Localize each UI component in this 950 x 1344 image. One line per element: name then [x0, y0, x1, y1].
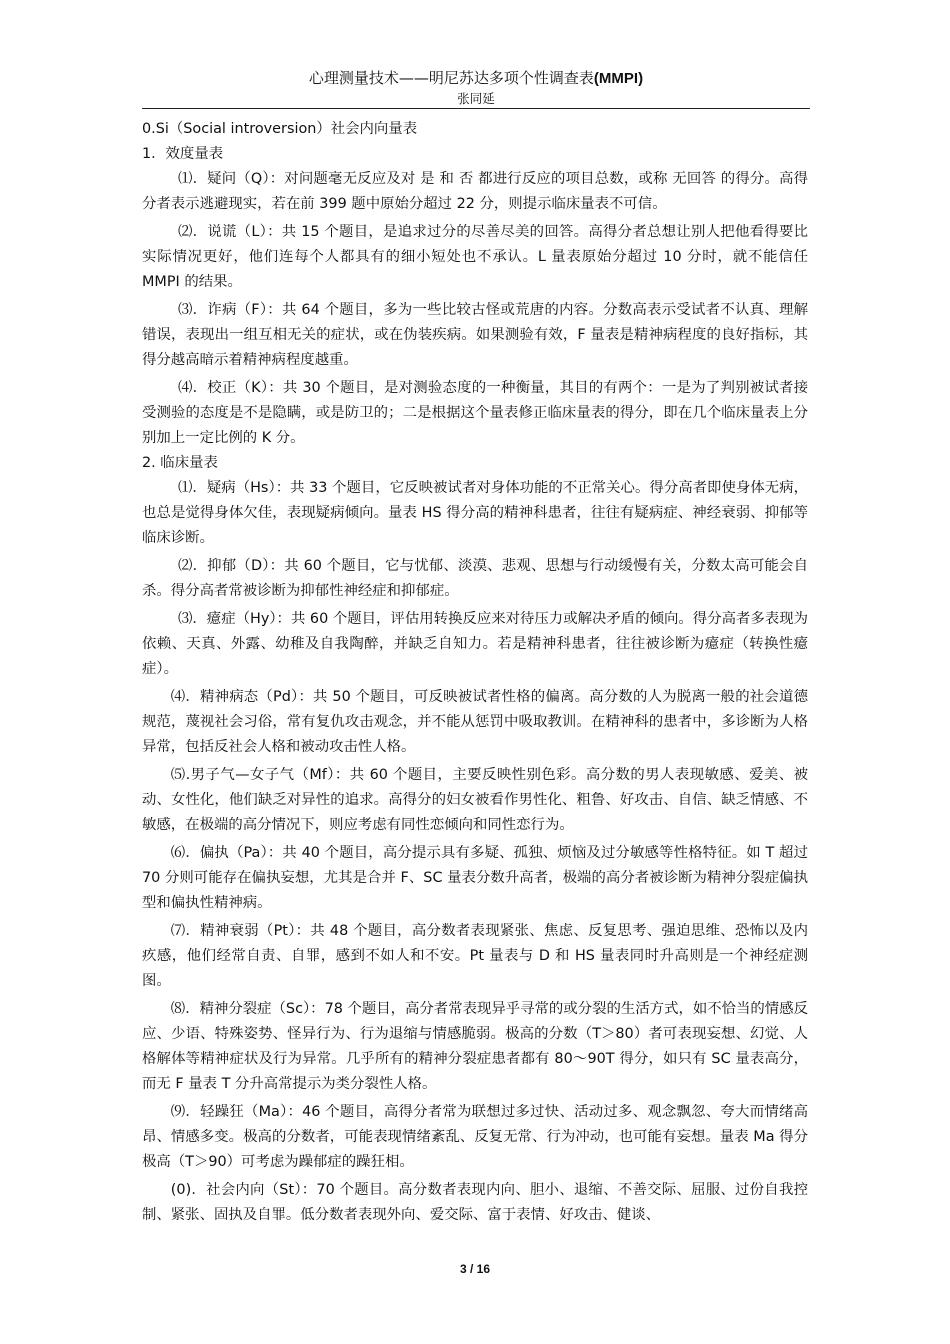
paragraph-f: ⑶．诈病（F）：共 64 个题目，多为一些比较古怪或荒唐的内容。分数高表示受试者不认真、理解错误，表现出一组互相无关的症状，或在伪装疾病。如果测验有效，F 量表是精神病程度的良好指标，其得分越高暗示着精神病程度越重。	[142, 302, 808, 368]
paragraph-pd: ⑷．精神病态（Pd）：共 50 个题目，可反映被试者性格的偏离。高分数的人为脱离一般的社会道德规范，蔑视社会习俗，常有复仇攻击观念，并不能从惩罚中吸取教训。在精神科的患者中，多诊断为人格异常，包括反社会人格和被动攻击性人格。	[142, 689, 808, 755]
paragraph-sc: ⑻．精神分裂症（Sc）：78 个题目，高分者常表现异乎寻常的或分裂的生活方式，如不恰当的情感反应、少语、特殊姿势、怪异行为、行为退缩与情感脆弱。极高的分数（T＞80）者可表现妄想、幻觉、人格解体等精神症状及行为异常。几乎所有的精神分裂症患者都有 80～90T 得分，如只有 SC 量表高分，而无 F 量表 T 分升高常提示为类分裂性人格。	[142, 1001, 808, 1092]
paragraph-d: ⑵．抑郁（D）：共 60 个题目，它与忧郁、淡漠、悲观、思想与行动缓慢有关，分数太高可能会自杀。得分高者常被诊断为抑郁性神经症和抑郁症。	[142, 558, 808, 599]
paragraph-pa: ⑹．偏执（Pa）：共 40 个题目，高分提示具有多疑、孤独、烦恼及过分敏感等性格特征。如 T 超过 70 分则可能存在偏执妄想，尤其是合并 F、SC 量表分数升高者，极端的高分者被诊断为精神分裂症偏执型和偏执性精神病。	[142, 845, 808, 911]
page-header	[142, 68, 810, 108]
header-rule	[142, 108, 810, 109]
paragraph-l: ⑵．说谎（L）：共 15 个题目，是追求过分的尽善尽美的回答。高得分者总想让别人把他看得要比实际情况更好，他们连每个人都具有的细小短处也不承认。L 量表原始分超过 10 分时，就不能信任 MMPI 的结果。	[142, 224, 808, 290]
document-title-abbr: (MMPI)	[593, 70, 644, 87]
section-heading-clinical: 2. 临床量表	[142, 455, 218, 471]
paragraph-pt: ⑺．精神衰弱（Pt）：共 48 个题目，高分数者表现紧张、焦虑、反复思考、强迫思维、恐怖以及内疚感，他们经常自责、自罪，感到不如人和不安。Pt 量表与 D 和 HS 量表同时升高则是一个神经症测图。	[142, 923, 808, 989]
document-title-main: 心理测量技术——明尼苏达多项个性调查表	[308, 69, 594, 87]
paragraph-hs: ⑴．疑病（Hs）：共 33 个题目，它反映被试者对身体功能的不正常关心。得分高者即使身体无病，也总是觉得身体欠佳，表现疑病倾向。量表 HS 得分高的精神科患者，往往有疑病症、神经衰弱、抑郁等临床诊断。	[142, 480, 808, 546]
document-body	[142, 117, 808, 1228]
page-number: 3 / 16	[459, 1262, 491, 1276]
paragraph-q: ⑴．疑问（Q）：对问题毫无反应及对 是 和 否 都进行反应的项目总数，或称 无回答 的得分。高得分者表示逃避现实，若在前 399 题中原始分超过 22 分，则提示临床量表不可信。	[142, 171, 808, 212]
section-heading-si: 0.Si（Social introversion）社会内向量表	[142, 121, 418, 137]
paragraph-mf: ⑸.男子气—女子气（Mf）：共 60 个题目，主要反映性别色彩。高分数的男人表现敏感、爱美、被动、女性化，他们缺乏对异性的追求。高得分的妇女被看作男性化、粗鲁、好攻击、自信、缺乏情感、不敏感，在极端的高分情况下，则应考虑有同性恋倾向和同性恋行为。	[142, 767, 808, 833]
section-heading-validity: 1．效度量表	[142, 146, 224, 162]
document-author: 张同延	[457, 91, 495, 106]
paragraph-k: ⑷．校正（K）：共 30 个题目，是对测验态度的一种衡量，其目的有两个：一是为了判别被试者接受测验的态度是不是隐瞒，或是防卫的；二是根据这个量表修正临床量表的得分，即在几个临床量表上分别加上一定比例的 K 分。	[142, 380, 808, 446]
paragraph-ma: ⑼．轻躁狂（Ma）：46 个题目，高得分者常为联想过多过快、活动过多、观念飘忽、夸大而情绪高昂、情感多变。极高的分数者，可能表现情绪紊乱、反复无常、行为冲动，也可能有妄想。量表 Ma 得分极高（T＞90）可考虑为躁郁症的躁狂相。	[142, 1104, 808, 1170]
paragraph-hy: ⑶．癔症（Hy）：共 60 个题目，评估用转换反应来对待压力或解决矛盾的倾向。得分高者多表现为依赖、天真、外露、幼稚及自我陶醉，并缺乏自知力。若是精神科患者，往往被诊断为癔症（转换性癔症）。	[142, 611, 808, 677]
paragraph-st: (0)．社会内向（St）：70 个题目。高分数者表现内向、胆小、退缩、不善交际、屈服、过份自我控制、紧张、固执及自罪。低分数者表现外向、爱交际、富于表情、好攻击、健谈、	[142, 1182, 808, 1223]
document-title	[142, 68, 810, 89]
